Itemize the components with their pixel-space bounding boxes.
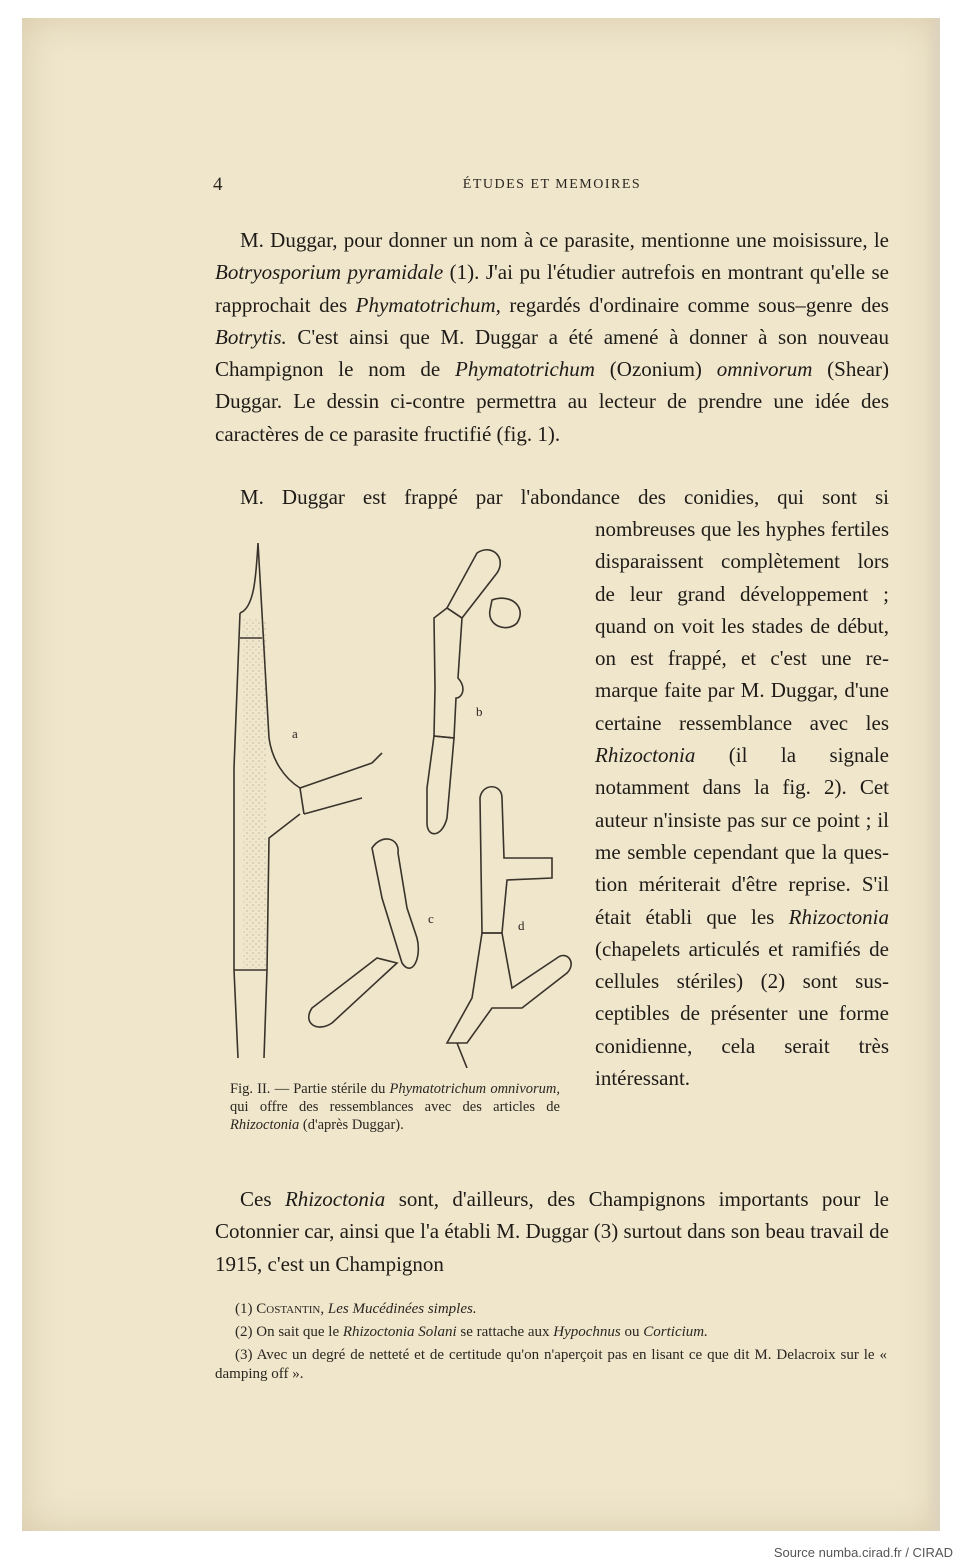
- stipple-a: [242, 618, 266, 968]
- paragraph-1: M. Duggar, pour donner un nom à ce parasite, mentionne une moisissure, le Botryosporium pyramidale (1). J'ai pu l'étudier autrefois en montrant qu'elle se rapprochait des Phymatotrichum, regardés d'ordinaire comme sous–genre des Botrytis. C'est ainsi que M. Duggar a été amené à donner à son nouveau Champignon le nom de Phymatotrichum (Ozonium) omnivorum (Shear) Duggar. Le dessin ci-contre permettra au lecteur de prendre une idée des caractères de ce parasite fructifié (fig. 1).: [215, 228, 889, 446]
- label-d: d: [518, 918, 525, 933]
- source-credit: Source numba.cirad.fr / CIRAD: [773, 1545, 953, 1560]
- hypha-b: [427, 550, 520, 834]
- running-head: [213, 174, 891, 198]
- label-b: b: [476, 704, 483, 719]
- footnotes: [215, 1300, 887, 1388]
- figure-caption: Fig. II. — Partie stérile du Phymatotrichum omnivorum, qui offre des ressemblances avec des articles de Rhizoctonia (d'après Duggar).: [230, 1081, 560, 1133]
- figure-hyphae-drawing: [222, 538, 577, 1068]
- footnote-2: (2) On sait que le Rhizoctonia Solani se rattache aux Hypochnus ou Corticium.: [235, 1324, 708, 1340]
- footnote-1: (1) Costantin, Les Mucédinées simples.: [235, 1301, 477, 1317]
- hyphae-illustration: [222, 538, 577, 1068]
- paragraph-2-column: nombreuses que les hyphes fertiles disparaissent complètement lors de leur grand développement ; quand on voit les stades de début, on est frappé, et c'est une remarque faite par M. Duggar, d'une certaine ressemblance avec les Rhizoctonia (il la signale notamment dans la fig. 2). Cet auteur n'insiste pas sur ce point ; il me semble cependant que la question mériterait d'être reprise. S'il était établi que les Rhizoctonia (chapelets articulés et ramifiés de cellules stériles) (2) sont susceptibles de présenter une forme conidienne, cela serait très intéressant.: [595, 517, 889, 1091]
- hypha-c: [309, 839, 419, 1027]
- running-head-title: ÉTUDES ET MEMOIRES: [462, 177, 642, 192]
- page-edge: [926, 18, 940, 1531]
- hypha-d: [447, 787, 571, 1068]
- page-number: 4: [213, 174, 223, 195]
- label-a: a: [292, 726, 298, 741]
- paragraph-2-first-line: M. Duggar est frappé par l'abondance des conidies, qui sont si: [240, 485, 889, 509]
- footnote-3: (3) Avec un degré de netteté et de certitude qu'on n'aperçoit pas en lisant ce que dit M. Delacroix sur le « damping off ».: [215, 1347, 887, 1382]
- label-c: c: [428, 911, 434, 926]
- paragraph-3: Ces Rhizoctonia sont, d'ailleurs, des Champignons importants pour le Cotonnier car, ainsi que l'a établi M. Duggar (3) surtout dans son beau travail de 1915, c'est un Champignon: [215, 1187, 889, 1276]
